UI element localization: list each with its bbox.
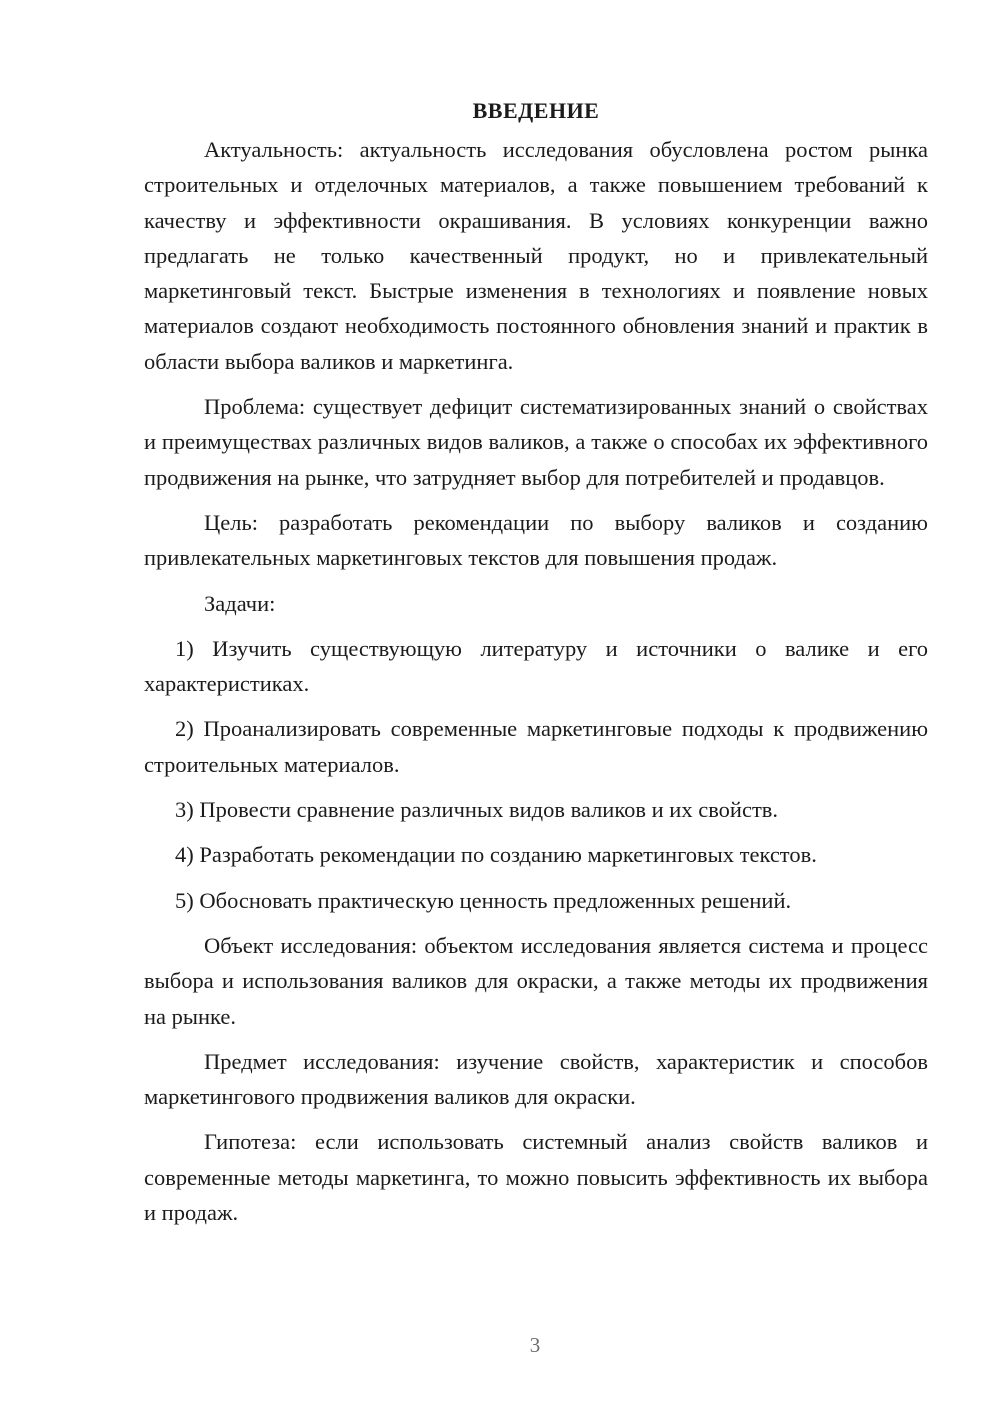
page-number: 3 — [529, 1333, 541, 1357]
task-item-3: 3) Провести сравнение различных видов валиков и их свойств. — [175, 797, 779, 823]
task-item-1: 1) Изучить существующую литературу и источники о валике и его характеристиках. — [144, 635, 928, 697]
problem-paragraph: Проблема: существует дефицит систематизированных знаний о свойствах и преимуществах различных видов валиков, а также о способах их эффективного продвижения на рынке, что затрудняет выбор для потребителей и продавцов. — [144, 394, 928, 490]
task-item-5: 5) Обосновать практическую ценность предложенных решений. — [175, 887, 792, 913]
subject-paragraph: Предмет исследования: изучение свойств, характеристик и способов маркетингового продвижения валиков для окраски. — [144, 1048, 928, 1110]
task-item-4: 4) Разработать рекомендации по созданию маркетинговых текстов. — [175, 842, 817, 868]
object-paragraph: Объект исследования: объектом исследования является система и процесс выбора и использования валиков для окраски, а также методы их продвижения на рынке. — [144, 932, 928, 1029]
hypothesis-paragraph: Гипотеза: если использовать системный анализ свойств валиков и современные методы маркетинга, то можно повысить эффективность их выбора и продаж. — [144, 1129, 928, 1226]
page-title: ВВЕДЕНИЕ — [472, 98, 600, 123]
relevance-paragraph: Актуальность: актуальность исследования обусловлена ростом рынка строительных и отделочных материалов, а также повышением требований к качеству и эффективности окрашивания. В условиях конкуренции важно предлагать не только качественный продукт, но и привлекательный маркетинговый текст. Быстрые изменения в технологиях и появление новых материалов создают необходимость постоянного обновления знаний и практик в области выбора валиков и маркетинга. — [144, 137, 928, 374]
page-content — [144, 96, 928, 1230]
tasks-label: Задачи: — [204, 590, 276, 616]
task-item-2: 2) Проанализировать современные маркетинговые подходы к продвижению строительных материалов. — [144, 716, 928, 777]
goal-paragraph: Цель: разработать рекомендации по выбору валиков и созданию привлекательных маркетинговых текстов для повышения продаж. — [144, 509, 928, 571]
